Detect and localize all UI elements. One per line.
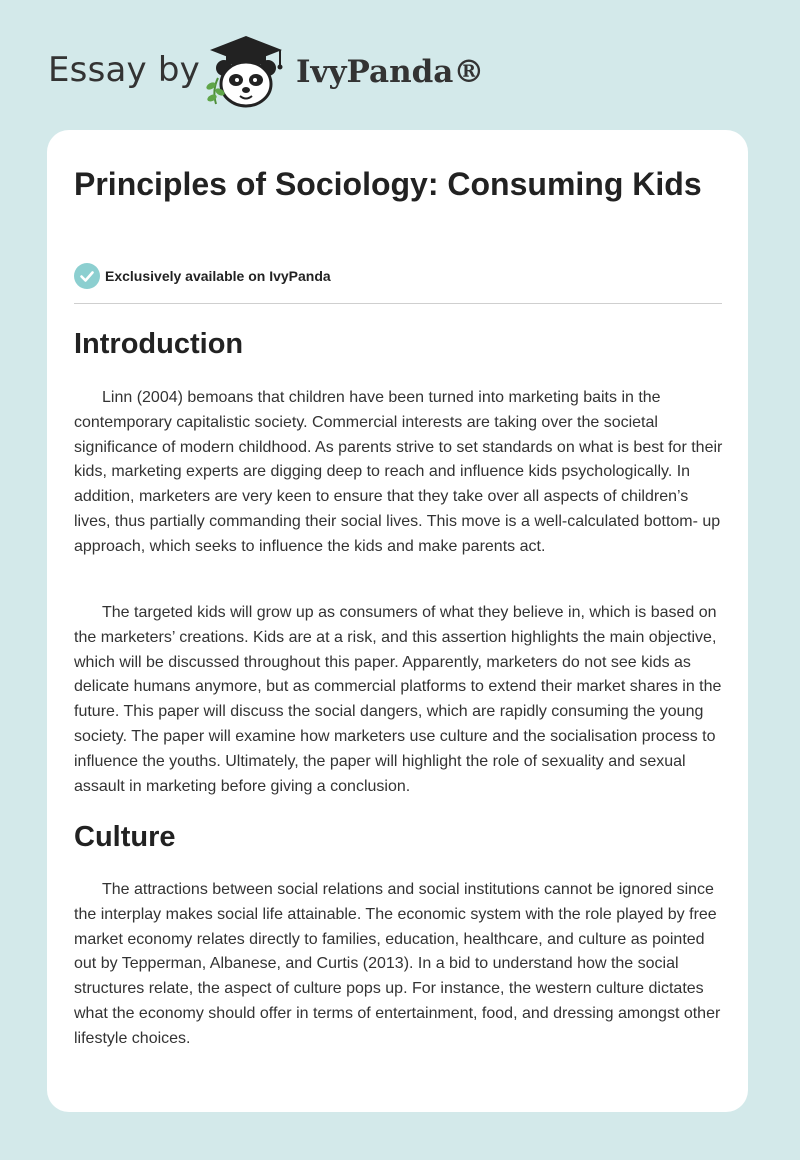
exclusive-badge-label: Exclusively available on IvyPanda <box>105 268 331 284</box>
title-divider <box>74 303 722 304</box>
check-circle-icon <box>74 263 100 289</box>
section-heading-culture: Culture <box>74 821 176 853</box>
section-heading-introduction: Introduction <box>74 328 244 360</box>
exclusive-badge <box>74 263 331 289</box>
ivypanda-logo-icon[interactable] <box>200 34 292 110</box>
paragraph: Linn (2004) bemoans that children have been turned into marketing baits in the contemporary capitalistic society. Commercial interests are taking over the societal significance of modern childhood. As parents strive to set standards on what is best for their kids, marketing experts are digging deep to reach and influence kids psychologically. In addition, marketers are very keen to ensure that they take over all aspects of children’s lives, thus partially commanding their social lives. This move is a well-calculated bottom- up approach, which seeks to influence the kids and make parents act. <box>74 389 723 555</box>
essay-card <box>47 130 748 1112</box>
essay-title: Principles of Sociology: Consuming Kids <box>74 166 702 202</box>
ivypanda-brand-name[interactable]: IvyPanda® <box>296 54 485 90</box>
essay-by-label: Essay by <box>48 50 200 90</box>
paragraph: The targeted kids will grow up as consumers of what they believe in, which is based on the marketers’ creations. Kids are at a risk, and this assertion highlights the main objective, which will be discussed throughout this paper. Apparently, marketers do not see kids as delicate humans anymore, but as commercial platforms to extend their market shares in the future. This paper will discuss the social dangers, which are rapidly consuming the young society. The paper will examine how marketers use culture and the socialisation process to influence the youths. Ultimately, the paper will highlight the role of sexuality and sexual assault in marketing before giving a conclusion. <box>74 604 722 795</box>
paragraph: The attractions between social relations and social institutions cannot be ignored since the interplay makes social life attainable. The economic system with the role played by free market economy relates directly to families, education, healthcare, and culture as pointed out by Tepperman, Albanese, and Curtis (2013). In a bid to understand how the social structures relate, the aspect of culture pops up. For instance, the western culture dictates what the economy should offer in terms of entertainment, food, and dressing amongst other lifestyle choices. <box>74 881 721 1047</box>
site-header <box>0 0 800 120</box>
